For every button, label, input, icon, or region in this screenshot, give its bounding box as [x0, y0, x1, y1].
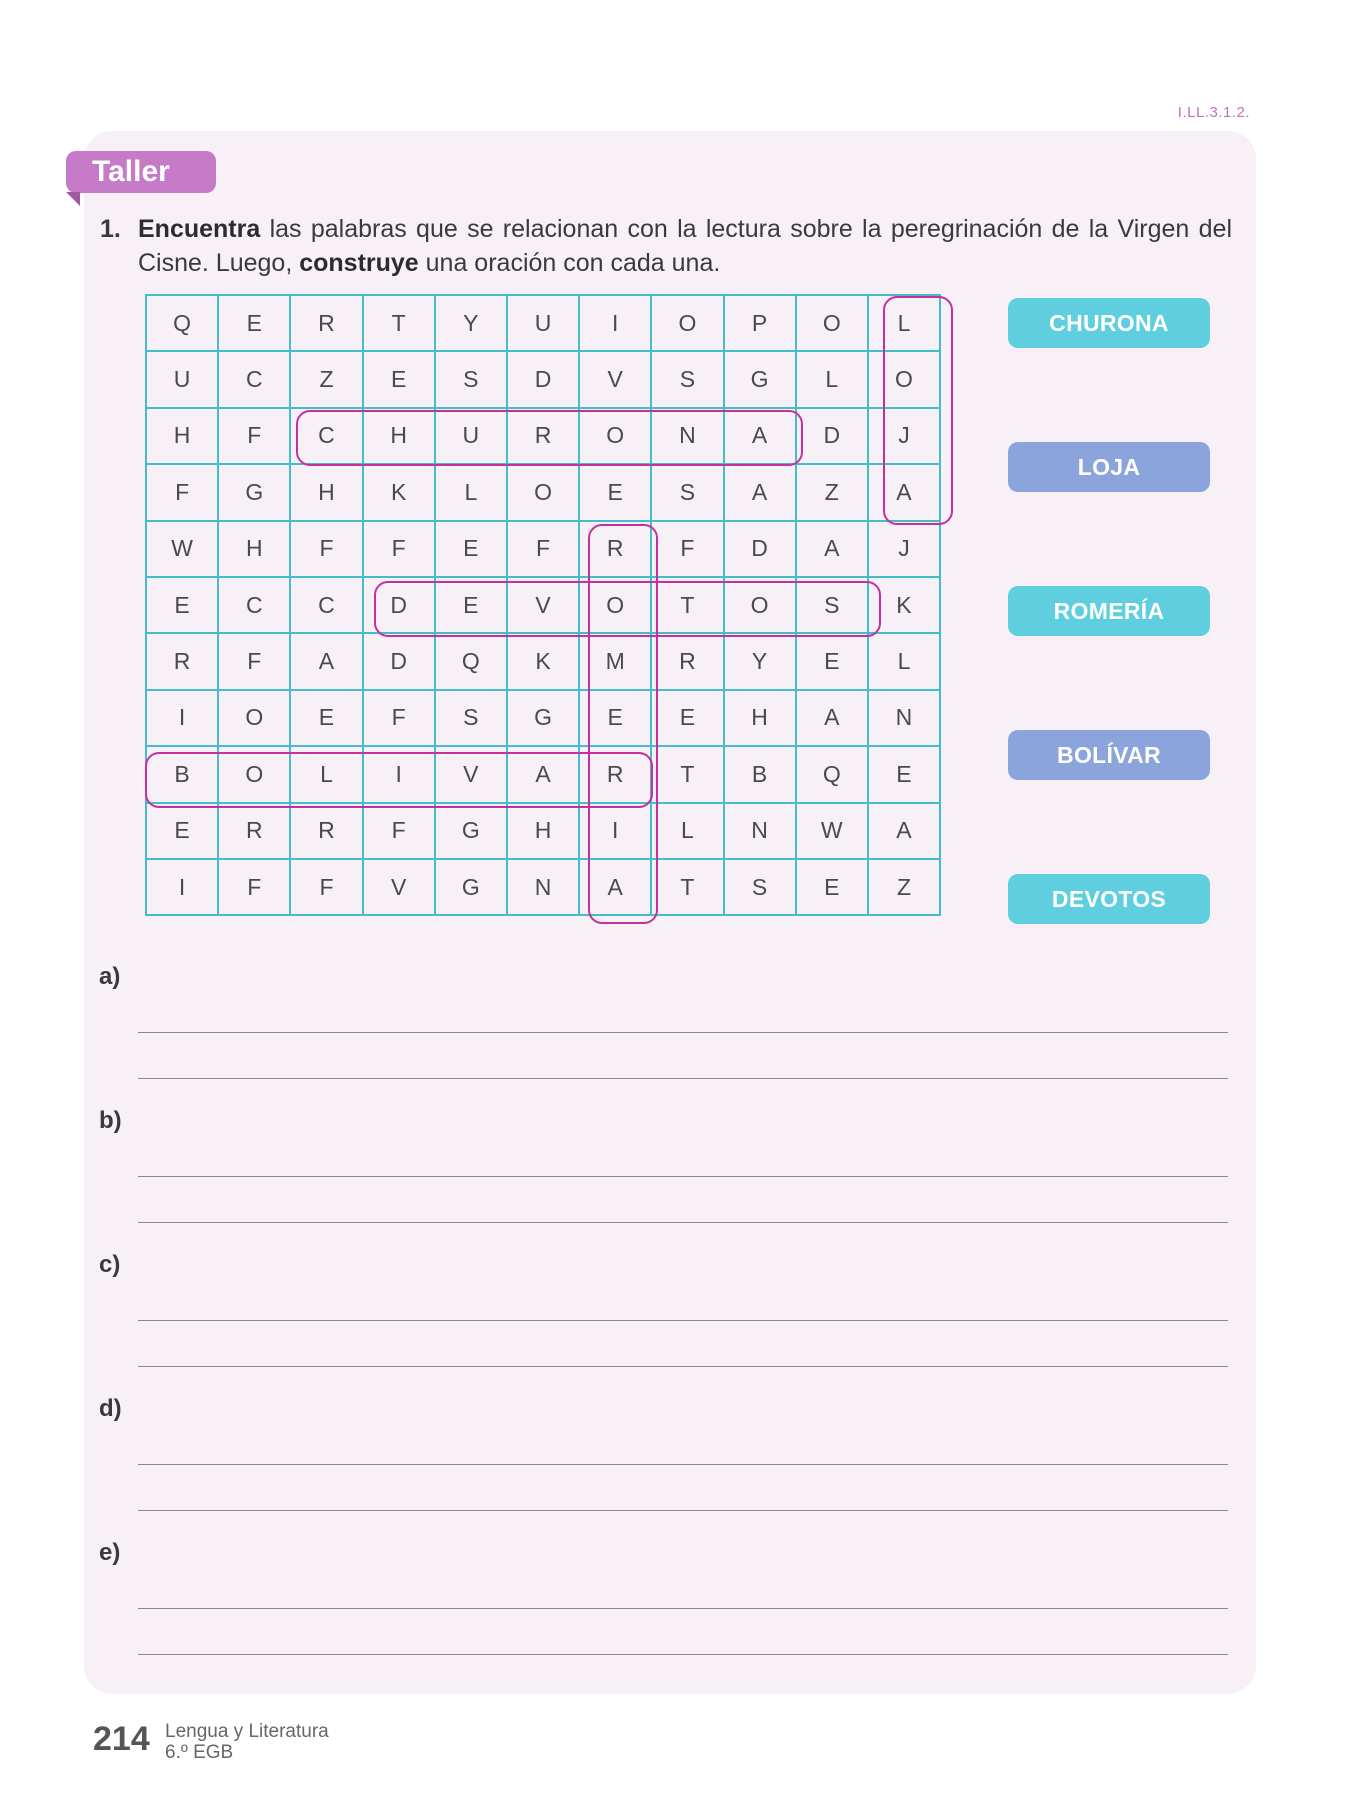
grid-cell[interactable]: B: [146, 746, 218, 802]
grid-cell[interactable]: N: [507, 859, 579, 915]
grid-cell[interactable]: E: [146, 577, 218, 633]
grid-row: [146, 690, 940, 746]
grid-cell[interactable]: H: [363, 408, 435, 464]
grid-cell[interactable]: Q: [796, 746, 868, 802]
grid-cell[interactable]: J: [868, 521, 940, 577]
grid-cell[interactable]: N: [724, 803, 796, 859]
subject-name: Lengua y Literatura: [165, 1721, 329, 1742]
word-label-romeria: ROMERÍA: [1008, 586, 1210, 636]
grid-row: [146, 577, 940, 633]
grid-cell[interactable]: E: [579, 464, 651, 520]
grid-cell[interactable]: T: [363, 295, 435, 351]
grid-cell[interactable]: F: [363, 690, 435, 746]
grid-cell[interactable]: Z: [868, 859, 940, 915]
page-number: 214: [93, 1720, 150, 1758]
grid-cell[interactable]: Q: [146, 295, 218, 351]
grid-cell[interactable]: S: [435, 351, 507, 407]
grid-row: [146, 633, 940, 689]
answer-line[interactable]: [138, 1032, 1228, 1033]
grid-cell[interactable]: S: [796, 577, 868, 633]
grid-cell[interactable]: O: [868, 351, 940, 407]
grid-cell[interactable]: R: [290, 803, 362, 859]
answer-line[interactable]: [138, 1078, 1228, 1079]
grid-cell[interactable]: R: [218, 803, 290, 859]
grid-cell[interactable]: V: [579, 351, 651, 407]
grid-row: [146, 351, 940, 407]
grid-cell[interactable]: S: [435, 690, 507, 746]
grid-cell[interactable]: S: [724, 859, 796, 915]
grid-cell[interactable]: S: [651, 351, 723, 407]
grid-cell[interactable]: I: [363, 746, 435, 802]
grid-cell[interactable]: A: [579, 859, 651, 915]
grid-cell[interactable]: C: [218, 351, 290, 407]
grid-cell[interactable]: V: [435, 746, 507, 802]
grid-cell[interactable]: G: [435, 803, 507, 859]
grid-cell[interactable]: A: [796, 690, 868, 746]
grid-cell[interactable]: O: [724, 577, 796, 633]
grid-cell[interactable]: H: [218, 521, 290, 577]
grid-cell[interactable]: W: [146, 521, 218, 577]
answer-label-d: d): [99, 1395, 122, 1422]
grid-cell[interactable]: F: [218, 633, 290, 689]
grid-cell[interactable]: Z: [796, 464, 868, 520]
grid-cell[interactable]: I: [579, 803, 651, 859]
word-label-devotos: DEVOTOS: [1008, 874, 1210, 924]
grid-cell[interactable]: U: [435, 408, 507, 464]
grid-row: [146, 464, 940, 520]
grid-cell[interactable]: E: [796, 859, 868, 915]
word-label-loja: LOJA: [1008, 442, 1210, 492]
grid-cell[interactable]: A: [868, 464, 940, 520]
grid-cell[interactable]: K: [868, 577, 940, 633]
grid-cell[interactable]: E: [363, 351, 435, 407]
instruction-text-1: las palabras que se relacionan con la lectura sobre la peregrinación de la Virgen del Cisne. Luego,: [138, 215, 1232, 277]
grid-cell[interactable]: N: [868, 690, 940, 746]
grid-cell[interactable]: G: [507, 690, 579, 746]
answer-line[interactable]: [138, 1464, 1228, 1465]
grid-cell[interactable]: R: [579, 746, 651, 802]
grid-cell[interactable]: C: [290, 577, 362, 633]
grid-row: [146, 803, 940, 859]
grid-cell[interactable]: F: [363, 521, 435, 577]
exercise-number: 1.: [100, 215, 121, 243]
grid-cell[interactable]: F: [218, 859, 290, 915]
grid-cell[interactable]: A: [724, 464, 796, 520]
word-search-grid: [145, 294, 941, 916]
grid-cell[interactable]: E: [579, 690, 651, 746]
grid-cell[interactable]: E: [796, 633, 868, 689]
word-label-bolivar: BOLÍVAR: [1008, 730, 1210, 780]
grid-cell[interactable]: H: [507, 803, 579, 859]
grid-cell[interactable]: O: [218, 746, 290, 802]
grid-cell[interactable]: A: [796, 521, 868, 577]
word-label-churona: CHURONA: [1008, 298, 1210, 348]
instruction-verb-build: construye: [299, 249, 419, 277]
answer-line[interactable]: [138, 1366, 1228, 1367]
grid-cell[interactable]: R: [507, 408, 579, 464]
answer-line[interactable]: [138, 1320, 1228, 1321]
grid-cell[interactable]: D: [796, 408, 868, 464]
grid-cell[interactable]: L: [435, 464, 507, 520]
grid-cell[interactable]: R: [651, 633, 723, 689]
grid-cell[interactable]: F: [507, 521, 579, 577]
grid-cell[interactable]: H: [290, 464, 362, 520]
grid-cell[interactable]: O: [651, 295, 723, 351]
grid-cell[interactable]: F: [218, 408, 290, 464]
grid-cell[interactable]: I: [579, 295, 651, 351]
exercise-instruction: [100, 212, 1232, 280]
grid-row: [146, 295, 940, 351]
grid-cell[interactable]: D: [363, 577, 435, 633]
instruction-verb-find: Encuentra: [138, 215, 261, 243]
grid-cell[interactable]: B: [724, 746, 796, 802]
indicator-code: I.LL.3.1.2.: [1177, 104, 1250, 121]
answer-label-b: b): [99, 1107, 122, 1134]
grid-cell[interactable]: R: [579, 521, 651, 577]
grid-cell[interactable]: O: [796, 295, 868, 351]
grid-cell[interactable]: P: [724, 295, 796, 351]
grid-cell[interactable]: L: [796, 351, 868, 407]
grid-row: [146, 859, 940, 915]
grid-cell[interactable]: G: [724, 351, 796, 407]
grid-cell[interactable]: U: [146, 351, 218, 407]
grid-cell[interactable]: J: [868, 408, 940, 464]
badge-fold: [66, 192, 80, 206]
grid-cell[interactable]: O: [218, 690, 290, 746]
grid-cell[interactable]: C: [218, 577, 290, 633]
grid-cell[interactable]: E: [218, 295, 290, 351]
grid-cell[interactable]: T: [651, 577, 723, 633]
grid-row: [146, 521, 940, 577]
grid-cell[interactable]: A: [868, 803, 940, 859]
grid-cell[interactable]: Y: [435, 295, 507, 351]
grid-cell[interactable]: F: [363, 803, 435, 859]
grade-level: 6.º EGB: [165, 1742, 234, 1763]
grid-cell[interactable]: E: [651, 690, 723, 746]
answer-line[interactable]: [138, 1654, 1228, 1655]
grid-cell[interactable]: T: [651, 859, 723, 915]
grid-cell[interactable]: K: [507, 633, 579, 689]
grid-cell[interactable]: O: [507, 464, 579, 520]
grid-cell[interactable]: A: [507, 746, 579, 802]
grid-cell[interactable]: O: [579, 577, 651, 633]
grid-cell[interactable]: G: [218, 464, 290, 520]
grid-cell[interactable]: G: [435, 859, 507, 915]
grid-cell[interactable]: I: [146, 859, 218, 915]
grid-cell[interactable]: C: [290, 408, 362, 464]
grid-cell[interactable]: D: [363, 633, 435, 689]
grid-cell[interactable]: H: [724, 690, 796, 746]
grid-cell[interactable]: H: [146, 408, 218, 464]
grid-cell[interactable]: Y: [724, 633, 796, 689]
answer-line[interactable]: [138, 1176, 1228, 1177]
answer-line[interactable]: [138, 1222, 1228, 1223]
grid-cell[interactable]: F: [651, 521, 723, 577]
answer-label-a: a): [99, 963, 121, 990]
grid-cell[interactable]: K: [363, 464, 435, 520]
grid-cell[interactable]: I: [146, 690, 218, 746]
grid-cell[interactable]: F: [290, 521, 362, 577]
answer-label-c: c): [99, 1251, 121, 1278]
grid-row: [146, 408, 940, 464]
grid-cell[interactable]: F: [146, 464, 218, 520]
answer-line[interactable]: [138, 1608, 1228, 1609]
grid-cell[interactable]: V: [363, 859, 435, 915]
grid-cell[interactable]: R: [290, 295, 362, 351]
grid-cell[interactable]: D: [507, 351, 579, 407]
grid-row: [146, 746, 940, 802]
grid-cell[interactable]: L: [651, 803, 723, 859]
grid-cell[interactable]: L: [868, 295, 940, 351]
grid-cell[interactable]: Z: [290, 351, 362, 407]
grid-cell[interactable]: Q: [435, 633, 507, 689]
grid-cell[interactable]: U: [507, 295, 579, 351]
grid-cell[interactable]: R: [146, 633, 218, 689]
answer-line[interactable]: [138, 1510, 1228, 1511]
grid-cell[interactable]: T: [651, 746, 723, 802]
answer-label-e: e): [99, 1539, 121, 1566]
grid-cell[interactable]: F: [290, 859, 362, 915]
grid-cell[interactable]: L: [868, 633, 940, 689]
grid-cell[interactable]: E: [435, 521, 507, 577]
grid-cell[interactable]: A: [724, 408, 796, 464]
grid-cell[interactable]: E: [290, 690, 362, 746]
taller-badge: Taller: [66, 151, 216, 193]
grid-cell[interactable]: W: [796, 803, 868, 859]
grid-cell[interactable]: O: [579, 408, 651, 464]
grid-cell[interactable]: M: [579, 633, 651, 689]
grid-cell[interactable]: E: [435, 577, 507, 633]
grid-cell[interactable]: L: [290, 746, 362, 802]
grid-cell[interactable]: E: [146, 803, 218, 859]
grid-cell[interactable]: S: [651, 464, 723, 520]
grid-cell[interactable]: D: [724, 521, 796, 577]
grid-cell[interactable]: N: [651, 408, 723, 464]
instruction-text-2: una oración con cada una.: [418, 249, 721, 277]
footer-subject: [165, 1721, 329, 1763]
grid-cell[interactable]: V: [507, 577, 579, 633]
grid-cell[interactable]: A: [290, 633, 362, 689]
grid-cell[interactable]: E: [868, 746, 940, 802]
